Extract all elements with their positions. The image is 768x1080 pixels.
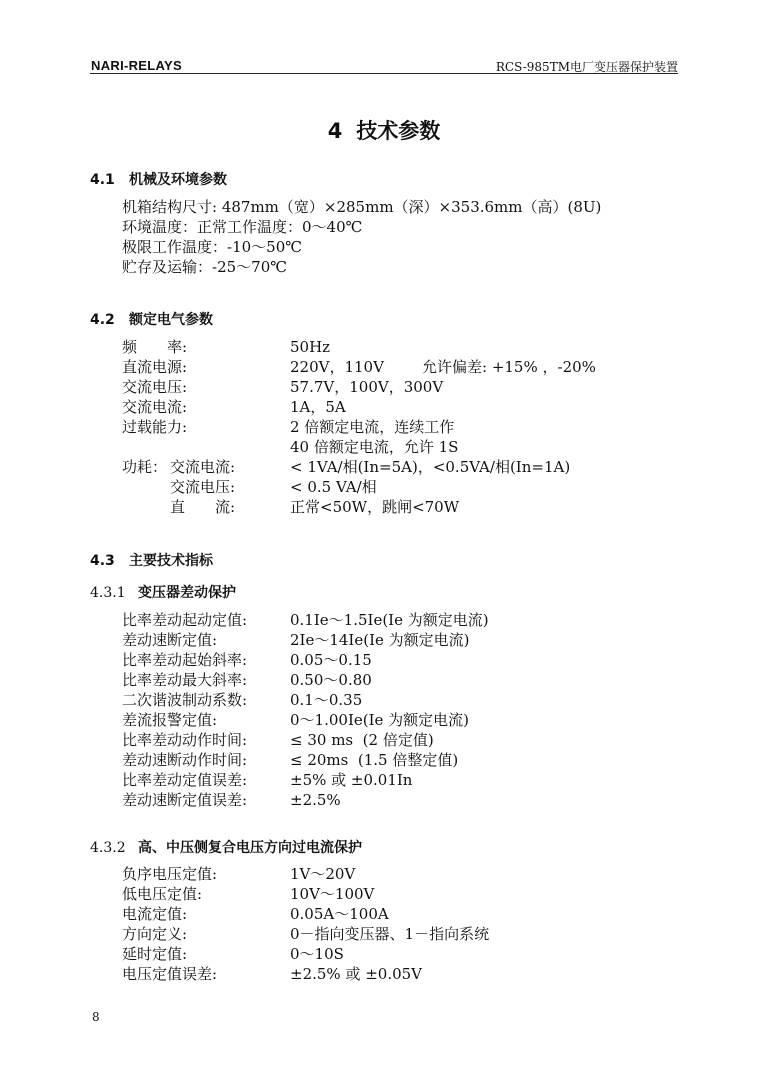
section-number: 4.3.2 xyxy=(90,840,126,856)
ambient-temperature-line: 环境温度：正常工作温度：0～40℃ xyxy=(122,218,363,236)
spec-label: 交流电压: xyxy=(122,378,188,396)
spec-value: 0.05～0.15 xyxy=(290,651,372,669)
storage-temperature-line: 贮存及运输：-25～70℃ xyxy=(122,258,288,276)
section-title: 主要技术指标 xyxy=(129,553,213,569)
spec-row xyxy=(122,790,489,810)
section-heading-4-3 xyxy=(90,551,213,571)
spec-row-burden-ac-voltage xyxy=(122,477,596,497)
spec-value: 10V～100V xyxy=(290,885,375,903)
spec-row xyxy=(122,864,489,884)
section-title: 高、中压侧复合电压方向过电流保护 xyxy=(138,840,362,856)
overcurrent-protection-params xyxy=(122,864,489,984)
limit-temperature-line: 极限工作温度：-10～50℃ xyxy=(122,238,303,256)
spec-value: < 0.5 VA/相 xyxy=(290,478,377,496)
section-title: 变压器差动保护 xyxy=(138,585,236,601)
spec-label: 差流报警定值: xyxy=(122,711,218,729)
spec-value: 50Hz xyxy=(290,338,331,356)
spec-label: 比率差动动作时间: xyxy=(122,731,248,749)
document-title: RCS-985TM电厂变压器保护装置 xyxy=(495,60,678,74)
spec-value: 正常<50W，跳闸<70W xyxy=(290,498,460,516)
spec-row xyxy=(122,710,489,730)
spec-value: ±2.5% xyxy=(290,791,341,809)
spec-label: 电压定值误差: xyxy=(122,965,218,983)
chapter-number: 4 xyxy=(327,119,343,143)
spec-label: 直 流: xyxy=(170,498,236,516)
spec-row xyxy=(122,690,489,710)
spec-label: 方向定义: xyxy=(122,925,188,943)
spec-row xyxy=(122,884,489,904)
mechanical-environment-params xyxy=(122,197,601,277)
spec-label: 比率差动起始斜率: xyxy=(122,651,248,669)
spec-row xyxy=(122,964,489,984)
spec-label: 直流电源: xyxy=(122,358,188,376)
spec-row xyxy=(122,630,489,650)
spec-row xyxy=(122,730,489,750)
spec-row xyxy=(122,610,489,630)
spec-label: 交流电流: xyxy=(170,458,236,476)
spec-row xyxy=(122,904,489,924)
spec-value: ≤ 30 ms (2 倍定值) xyxy=(290,731,434,749)
spec-row-overload xyxy=(122,417,596,437)
spec-label: 比率差动最大斜率: xyxy=(122,671,248,689)
spec-value: 0－指向变压器、1－指向系统 xyxy=(290,925,490,943)
spec-row-frequency xyxy=(122,337,596,357)
page-number: 8 xyxy=(92,1010,100,1024)
spec-row-dc-supply xyxy=(122,357,596,377)
section-number: 4.3.1 xyxy=(90,585,126,601)
spec-row xyxy=(122,670,489,690)
spec-label: 比率差动定值误差: xyxy=(122,771,248,789)
spec-value: ±5% 或 ±0.01In xyxy=(290,771,413,789)
spec-value: 220V，110V xyxy=(290,358,384,376)
spec-value: 0.05A～100A xyxy=(290,905,389,923)
spec-row xyxy=(122,944,489,964)
section-number: 4.3 xyxy=(90,553,115,569)
spec-label: 差动速断定值误差: xyxy=(122,791,248,809)
spec-value: 0～10S xyxy=(290,945,344,963)
spec-value: 40 倍额定电流，允许 1S xyxy=(290,438,459,456)
spec-label: 频 率: xyxy=(122,338,188,356)
header-divider xyxy=(90,73,678,74)
spec-label: 差动速断定值: xyxy=(122,631,218,649)
cabinet-dimensions-line: 机箱结构尺寸: 487mm（宽）×285mm（深）×353.6mm（高）(8U) xyxy=(122,198,602,216)
spec-label: 交流电流: xyxy=(122,398,188,416)
spec-value: 0.1～0.35 xyxy=(290,691,363,709)
brand-logo-text: NARI-RELAYS xyxy=(91,58,182,73)
spec-tolerance: 允许偏差: +15% ，-20% xyxy=(422,358,596,376)
spec-row-ac-voltage xyxy=(122,377,596,397)
section-title: 额定电气参数 xyxy=(129,312,213,328)
spec-value: < 1VA/相(In=5A)，<0.5VA/相(In=1A) xyxy=(290,458,571,476)
section-heading-4-3-2 xyxy=(90,838,362,858)
spec-label: 交流电压: xyxy=(170,478,236,496)
spec-label-empty xyxy=(122,437,290,457)
differential-protection-params xyxy=(122,610,489,810)
page-header xyxy=(90,57,678,73)
rated-electrical-params xyxy=(122,337,596,517)
section-heading-4-2 xyxy=(90,310,213,330)
spec-value: 0～1.00Ie(Ie 为额定电流) xyxy=(290,711,470,729)
spec-row xyxy=(122,770,489,790)
spec-value: 57.7V，100V，300V xyxy=(290,378,444,396)
spec-label: 差动速断动作时间: xyxy=(122,751,248,769)
spec-row-burden-dc xyxy=(122,497,596,517)
section-title: 机械及环境参数 xyxy=(129,172,227,188)
spec-value: ±2.5% 或 ±0.05V xyxy=(290,965,423,983)
spec-row-burden-ac-current xyxy=(122,457,596,477)
spec-label: 低电压定值: xyxy=(122,885,203,903)
spec-label: 比率差动起动定值: xyxy=(122,611,248,629)
section-heading-4-3-1 xyxy=(90,583,236,603)
spec-row-ac-current xyxy=(122,397,596,417)
spec-row xyxy=(122,750,489,770)
spec-row-overload-cont xyxy=(122,437,596,457)
burden-group-label: 功耗： xyxy=(122,458,168,476)
spec-label: 负序电压定值: xyxy=(122,865,218,883)
spec-value: 2 倍额定电流，连续工作 xyxy=(290,418,455,436)
section-number: 4.1 xyxy=(90,172,115,188)
spec-label: 电流定值: xyxy=(122,905,188,923)
spec-row xyxy=(122,650,489,670)
spec-label: 延时定值: xyxy=(122,945,188,963)
section-number: 4.2 xyxy=(90,312,115,328)
spec-value: 1A，5A xyxy=(290,398,346,416)
chapter-title xyxy=(0,116,768,146)
spec-value: 0.1Ie～1.5Ie(Ie 为额定电流) xyxy=(290,611,489,629)
spec-value: 1V～20V xyxy=(290,865,356,883)
spec-row xyxy=(122,924,489,944)
spec-value: 2Ie～14Ie(Ie 为额定电流) xyxy=(290,631,470,649)
spec-value: ≤ 20ms (1.5 倍整定值) xyxy=(290,751,459,769)
chapter-title-text: 技术参数 xyxy=(356,119,441,143)
section-heading-4-1 xyxy=(90,170,227,190)
spec-value-group xyxy=(290,357,596,377)
spec-label-group xyxy=(122,457,290,477)
spec-label: 过载能力: xyxy=(122,418,188,436)
spec-value: 0.50～0.80 xyxy=(290,671,372,689)
spec-label: 二次谐波制动系数: xyxy=(122,691,248,709)
